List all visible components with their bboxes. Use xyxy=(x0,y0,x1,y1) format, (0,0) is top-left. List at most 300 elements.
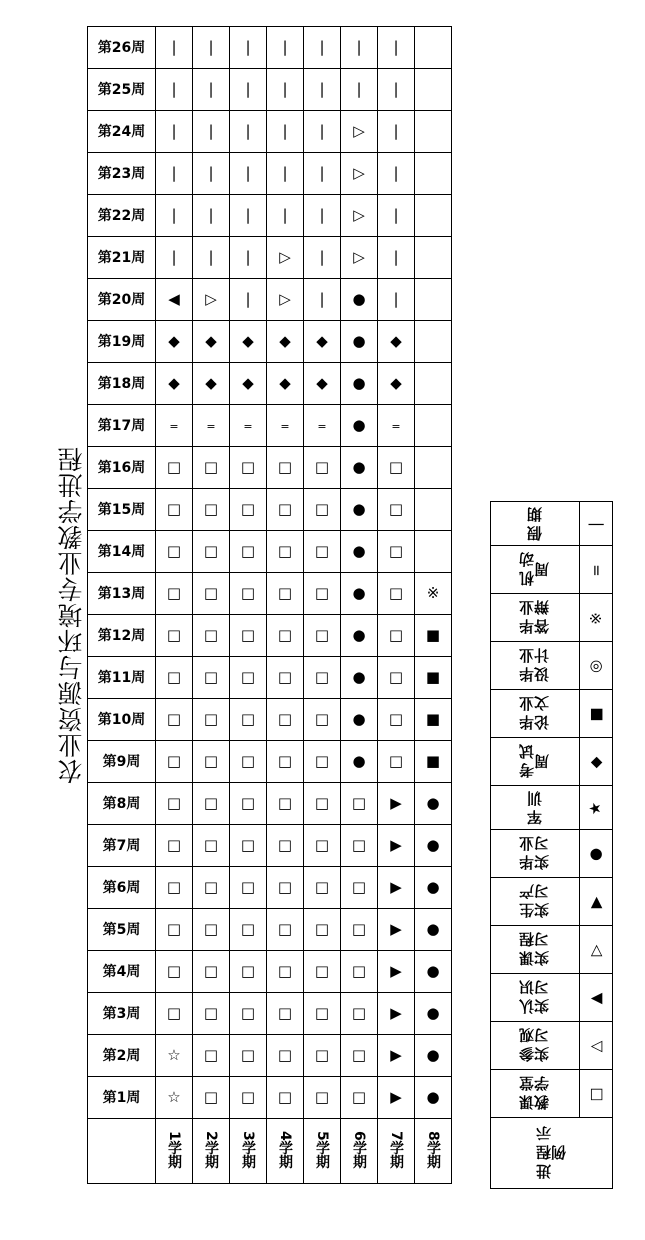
schedule-cell xyxy=(341,531,378,573)
schedule-cell xyxy=(156,447,193,489)
cell-symbol: ■ xyxy=(425,752,441,770)
schedule-cell xyxy=(156,699,193,741)
cell-symbol: | xyxy=(245,122,251,140)
week-row xyxy=(88,909,452,951)
cell-symbol: ▷ xyxy=(205,290,217,308)
week-label: 第9周 xyxy=(88,741,156,783)
schedule-cell xyxy=(267,531,304,573)
cell-symbol: ◆ xyxy=(316,332,328,350)
cell-symbol: □ xyxy=(203,1046,219,1064)
cell-symbol: | xyxy=(319,122,325,140)
schedule-cell xyxy=(230,531,267,573)
schedule-cell xyxy=(378,363,415,405)
legend-symbol: | xyxy=(586,521,605,527)
cell-symbol: □ xyxy=(351,1088,367,1106)
legend-symbol-cell xyxy=(580,974,613,1022)
schedule-cell xyxy=(341,363,378,405)
week-row xyxy=(88,447,452,489)
cell-symbol: □ xyxy=(203,1088,219,1106)
semester-label: 1学期 xyxy=(166,1130,182,1169)
cell-symbol: | xyxy=(393,38,399,56)
cell-symbol: ● xyxy=(426,836,440,854)
cell-symbol: □ xyxy=(277,1046,293,1064)
cell-symbol: ☆ xyxy=(167,1088,181,1106)
cell-symbol: ● xyxy=(352,332,366,350)
schedule-cell xyxy=(230,867,267,909)
schedule-cell xyxy=(415,825,452,867)
schedule-cell xyxy=(378,573,415,615)
legend-symbol-cell xyxy=(580,878,613,926)
schedule-cell xyxy=(230,489,267,531)
cell-symbol: ● xyxy=(352,626,366,644)
schedule-cell xyxy=(415,1035,452,1077)
legend-row xyxy=(491,926,613,974)
schedule-cell xyxy=(193,657,230,699)
week-label: 第8周 xyxy=(88,783,156,825)
legend-label: 毕业答辩 xyxy=(518,596,551,635)
cell-symbol: □ xyxy=(240,836,256,854)
legend-row xyxy=(491,1070,613,1118)
semester-header xyxy=(378,1119,415,1184)
week-label: 第23周 xyxy=(88,153,156,195)
schedule-cell xyxy=(193,993,230,1035)
cell-symbol: □ xyxy=(351,794,367,812)
semester-label: 7学期 xyxy=(388,1130,404,1169)
cell-symbol: ● xyxy=(352,374,366,392)
schedule-cell xyxy=(267,867,304,909)
cell-symbol: □ xyxy=(166,878,182,896)
schedule-cell xyxy=(230,783,267,825)
cell-symbol: □ xyxy=(277,710,293,728)
legend-label-cell xyxy=(491,738,580,786)
schedule-cell xyxy=(267,825,304,867)
week-row xyxy=(88,573,452,615)
schedule-cell xyxy=(193,951,230,993)
schedule-cell xyxy=(156,1077,193,1119)
cell-symbol: □ xyxy=(314,710,330,728)
schedule-cell xyxy=(415,909,452,951)
week-row xyxy=(88,405,452,447)
legend-symbol-cell xyxy=(580,1070,613,1118)
schedule-cell xyxy=(378,867,415,909)
schedule-cell xyxy=(341,867,378,909)
cell-symbol: | xyxy=(393,206,399,224)
schedule-cell xyxy=(415,27,452,69)
schedule-cell xyxy=(415,867,452,909)
legend-label-cell xyxy=(491,926,580,974)
week-label: 第13周 xyxy=(88,573,156,615)
week-label: 第11周 xyxy=(88,657,156,699)
schedule-cell xyxy=(193,1077,230,1119)
schedule-cell xyxy=(267,909,304,951)
cell-symbol: □ xyxy=(277,1088,293,1106)
legend-row xyxy=(491,642,613,690)
schedule-cell xyxy=(304,1077,341,1119)
schedule-cell xyxy=(267,363,304,405)
legend-row xyxy=(491,594,613,642)
schedule-cell xyxy=(304,825,341,867)
schedule-cell xyxy=(193,783,230,825)
schedule-cell xyxy=(267,447,304,489)
cell-symbol: | xyxy=(282,164,288,182)
schedule-cell xyxy=(378,69,415,111)
schedule-cell xyxy=(156,993,193,1035)
cell-symbol: ◆ xyxy=(390,332,402,350)
legend-label-cell xyxy=(491,642,580,690)
schedule-cell xyxy=(378,1077,415,1119)
schedule-cell xyxy=(267,1077,304,1119)
cell-symbol: □ xyxy=(277,878,293,896)
schedule-cell xyxy=(193,237,230,279)
schedule-cell xyxy=(304,321,341,363)
cell-symbol: □ xyxy=(166,458,182,476)
schedule-cell xyxy=(378,615,415,657)
schedule-cell xyxy=(267,153,304,195)
schedule-cell xyxy=(230,279,267,321)
cell-symbol: ▷ xyxy=(353,122,365,140)
week-label: 第25周 xyxy=(88,69,156,111)
cell-symbol: □ xyxy=(166,542,182,560)
cell-symbol: ● xyxy=(352,416,366,434)
cell-symbol: ▶ xyxy=(390,920,402,938)
schedule-cell xyxy=(341,699,378,741)
schedule-cell xyxy=(341,951,378,993)
cell-symbol: | xyxy=(319,80,325,98)
cell-symbol: □ xyxy=(351,1004,367,1022)
cell-symbol: | xyxy=(356,80,362,98)
legend-label-cell xyxy=(491,830,580,878)
legend-row xyxy=(491,738,613,786)
cell-symbol: □ xyxy=(314,1046,330,1064)
week-row xyxy=(88,825,452,867)
cell-symbol: ● xyxy=(426,1046,440,1064)
schedule-cell xyxy=(304,27,341,69)
cell-symbol: □ xyxy=(351,836,367,854)
schedule-cell xyxy=(304,279,341,321)
schedule-cell xyxy=(378,237,415,279)
cell-symbol: = xyxy=(391,420,401,433)
schedule-cell xyxy=(304,657,341,699)
schedule-cell xyxy=(415,489,452,531)
schedule-cell xyxy=(415,1077,452,1119)
schedule-cell xyxy=(415,573,452,615)
cell-symbol: □ xyxy=(203,752,219,770)
schedule-cell xyxy=(341,825,378,867)
legend-symbol: ▶ xyxy=(586,896,605,908)
legend-symbol: ▷ xyxy=(586,944,605,956)
schedule-cell xyxy=(267,111,304,153)
week-label: 第10周 xyxy=(88,699,156,741)
schedule-cell xyxy=(193,531,230,573)
schedule-cell xyxy=(267,993,304,1035)
semester-header xyxy=(304,1119,341,1184)
schedule-cell xyxy=(267,1035,304,1077)
legend-header-row xyxy=(491,1118,613,1189)
schedule-cell xyxy=(341,111,378,153)
schedule-cell xyxy=(193,615,230,657)
cell-symbol: ● xyxy=(426,1088,440,1106)
schedule-cell xyxy=(193,69,230,111)
schedule-cell xyxy=(193,699,230,741)
cell-symbol: | xyxy=(393,164,399,182)
schedule-cell xyxy=(156,27,193,69)
week-label: 第24周 xyxy=(88,111,156,153)
cell-symbol: □ xyxy=(351,962,367,980)
schedule-cell xyxy=(156,405,193,447)
cell-symbol: | xyxy=(282,206,288,224)
schedule-cell xyxy=(304,195,341,237)
cell-symbol: ☆ xyxy=(167,1046,181,1064)
cell-symbol: □ xyxy=(240,626,256,644)
cell-symbol: = xyxy=(169,420,179,433)
cell-symbol: □ xyxy=(240,962,256,980)
schedule-cell xyxy=(378,825,415,867)
schedule-cell xyxy=(304,909,341,951)
cell-symbol: □ xyxy=(314,1088,330,1106)
schedule-cell xyxy=(415,195,452,237)
cell-symbol: □ xyxy=(240,794,256,812)
week-label: 第26周 xyxy=(88,27,156,69)
legend-row xyxy=(491,546,613,594)
schedule-cell xyxy=(378,27,415,69)
schedule-cell xyxy=(156,531,193,573)
legend-symbol: ■ xyxy=(586,706,605,722)
legend-table xyxy=(490,501,613,1189)
cell-symbol: ▷ xyxy=(279,248,291,266)
schedule-cell xyxy=(378,111,415,153)
schedule-cell xyxy=(415,237,452,279)
legend-label: 毕业设计 xyxy=(518,644,551,683)
cell-symbol: □ xyxy=(314,836,330,854)
schedule-cell xyxy=(156,69,193,111)
week-label: 第19周 xyxy=(88,321,156,363)
schedule-cell xyxy=(378,1035,415,1077)
semester-label: 2学期 xyxy=(203,1130,219,1169)
schedule-cell xyxy=(378,699,415,741)
cell-symbol: | xyxy=(319,38,325,56)
schedule-cell xyxy=(230,111,267,153)
cell-symbol: □ xyxy=(166,710,182,728)
schedule-cell xyxy=(415,69,452,111)
week-row xyxy=(88,27,452,69)
cell-symbol: □ xyxy=(240,542,256,560)
week-row xyxy=(88,741,452,783)
legend-row xyxy=(491,690,613,738)
schedule-cell xyxy=(156,825,193,867)
schedule-cell xyxy=(230,237,267,279)
semester-header xyxy=(230,1119,267,1184)
cell-symbol: □ xyxy=(203,920,219,938)
cell-symbol: □ xyxy=(203,878,219,896)
schedule-body xyxy=(88,27,452,1184)
cell-symbol: □ xyxy=(277,752,293,770)
cell-symbol: | xyxy=(208,80,214,98)
schedule-cell xyxy=(415,531,452,573)
schedule-cell xyxy=(193,195,230,237)
cell-symbol: | xyxy=(171,122,177,140)
week-label: 第18周 xyxy=(88,363,156,405)
cell-symbol: ● xyxy=(352,542,366,560)
schedule-cell xyxy=(415,657,452,699)
week-row xyxy=(88,951,452,993)
schedule-cell xyxy=(304,993,341,1035)
cell-symbol: | xyxy=(171,38,177,56)
schedule-cell xyxy=(230,699,267,741)
schedule-cell xyxy=(156,1035,193,1077)
schedule-cell xyxy=(156,909,193,951)
cell-symbol: | xyxy=(245,38,251,56)
schedule-cell xyxy=(193,405,230,447)
semester-label: 5学期 xyxy=(314,1130,330,1169)
cell-symbol: □ xyxy=(314,542,330,560)
cell-symbol: □ xyxy=(314,500,330,518)
cell-symbol: ◆ xyxy=(205,374,217,392)
legend-body xyxy=(491,502,613,1189)
cell-symbol: □ xyxy=(314,626,330,644)
cell-symbol: ● xyxy=(352,710,366,728)
week-label: 第22周 xyxy=(88,195,156,237)
schedule-cell xyxy=(341,489,378,531)
cell-symbol: ● xyxy=(426,962,440,980)
cell-symbol: □ xyxy=(203,500,219,518)
schedule-cell xyxy=(267,951,304,993)
schedule-cell xyxy=(304,447,341,489)
legend-symbol: ◆ xyxy=(586,756,605,768)
schedule-cell xyxy=(378,909,415,951)
cell-symbol: ◀ xyxy=(168,290,180,308)
schedule-cell xyxy=(304,741,341,783)
schedule-cell xyxy=(267,279,304,321)
legend-label-cell xyxy=(491,546,580,594)
legend-label-cell xyxy=(491,690,580,738)
cell-symbol: | xyxy=(356,38,362,56)
cell-symbol: ● xyxy=(352,290,366,308)
page-title: 农业资源与环境专业教学进程 xyxy=(57,446,86,784)
week-row xyxy=(88,111,452,153)
schedule-cell xyxy=(267,699,304,741)
cell-symbol: | xyxy=(171,206,177,224)
cell-symbol: □ xyxy=(240,710,256,728)
schedule-cell xyxy=(304,699,341,741)
legend-row xyxy=(491,1022,613,1070)
schedule-cell xyxy=(156,195,193,237)
semester-label: 8学期 xyxy=(425,1130,441,1169)
schedule-cell xyxy=(378,321,415,363)
schedule-cell xyxy=(267,573,304,615)
legend-symbol: ▲ xyxy=(586,992,605,1004)
week-label: 第15周 xyxy=(88,489,156,531)
week-row xyxy=(88,699,452,741)
cell-symbol: ● xyxy=(352,500,366,518)
cell-symbol: □ xyxy=(203,626,219,644)
cell-symbol: | xyxy=(393,290,399,308)
week-label: 第20周 xyxy=(88,279,156,321)
cell-symbol: □ xyxy=(388,752,404,770)
legend-label-cell xyxy=(491,974,580,1022)
cell-symbol: □ xyxy=(388,710,404,728)
cell-symbol: ▶ xyxy=(390,836,402,854)
schedule-cell xyxy=(415,783,452,825)
cell-symbol: □ xyxy=(277,584,293,602)
schedule-cell xyxy=(304,69,341,111)
week-label: 第6周 xyxy=(88,867,156,909)
schedule-cell xyxy=(156,615,193,657)
cell-symbol: □ xyxy=(166,584,182,602)
cell-symbol: □ xyxy=(240,458,256,476)
cell-symbol: □ xyxy=(277,668,293,686)
cell-symbol: □ xyxy=(314,668,330,686)
cell-symbol: □ xyxy=(203,542,219,560)
schedule-cell xyxy=(304,867,341,909)
week-row xyxy=(88,993,452,1035)
cell-symbol: □ xyxy=(240,920,256,938)
schedule-cell xyxy=(267,657,304,699)
schedule-cell xyxy=(415,993,452,1035)
cell-symbol: | xyxy=(245,290,251,308)
cell-symbol: ◆ xyxy=(242,332,254,350)
legend-symbol: △ xyxy=(586,1040,605,1052)
cell-symbol: | xyxy=(319,164,325,182)
schedule-cell xyxy=(156,363,193,405)
cell-symbol: ◆ xyxy=(279,374,291,392)
corner-cell xyxy=(88,1119,156,1184)
cell-symbol: □ xyxy=(314,584,330,602)
legend-label-cell xyxy=(491,594,580,642)
schedule-cell xyxy=(193,363,230,405)
schedule-cell xyxy=(267,195,304,237)
cell-symbol: □ xyxy=(351,920,367,938)
week-row xyxy=(88,363,452,405)
legend-label: 毕业实习 xyxy=(518,832,551,871)
cell-symbol: | xyxy=(171,164,177,182)
week-row xyxy=(88,237,452,279)
week-row xyxy=(88,279,452,321)
schedule-cell xyxy=(267,27,304,69)
cell-symbol: □ xyxy=(277,542,293,560)
legend-symbol-cell xyxy=(580,594,613,642)
cell-symbol: | xyxy=(208,164,214,182)
schedule-cell xyxy=(304,153,341,195)
week-label: 第7周 xyxy=(88,825,156,867)
cell-symbol: □ xyxy=(388,500,404,518)
cell-symbol: □ xyxy=(277,626,293,644)
cell-symbol: | xyxy=(393,80,399,98)
cell-symbol: □ xyxy=(277,1004,293,1022)
cell-symbol: ◆ xyxy=(205,332,217,350)
legend-header: 进程示例 xyxy=(534,1122,568,1180)
legend-symbol: ◎ xyxy=(586,659,605,673)
cell-symbol: □ xyxy=(203,458,219,476)
cell-symbol: ▶ xyxy=(390,794,402,812)
cell-symbol: ▶ xyxy=(390,1046,402,1064)
cell-symbol: ◆ xyxy=(279,332,291,350)
cell-symbol: ※ xyxy=(426,584,440,602)
schedule-cell xyxy=(304,489,341,531)
cell-symbol: | xyxy=(282,38,288,56)
schedule-cell xyxy=(378,405,415,447)
schedule-cell xyxy=(230,195,267,237)
schedule-cell xyxy=(156,321,193,363)
cell-symbol: □ xyxy=(240,584,256,602)
schedule-cell xyxy=(378,657,415,699)
schedule-cell xyxy=(341,321,378,363)
schedule-cell xyxy=(341,69,378,111)
cell-symbol: □ xyxy=(166,962,182,980)
schedule-cell xyxy=(193,573,230,615)
cell-symbol: □ xyxy=(166,794,182,812)
legend-symbol-cell xyxy=(580,786,613,830)
schedule-cell xyxy=(156,573,193,615)
